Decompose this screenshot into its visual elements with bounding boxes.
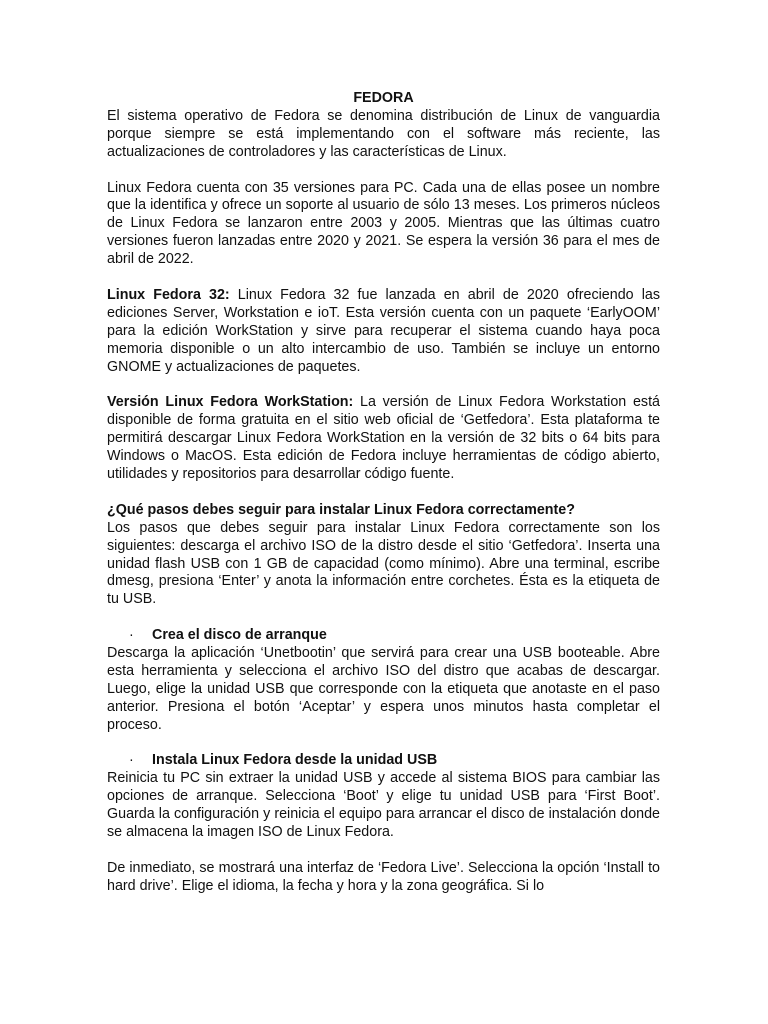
install-question-heading: ¿Qué pasos debes seguir para instalar Linux Fedora correctamente?	[107, 501, 575, 518]
bullet-icon: ·	[129, 627, 134, 644]
paragraph-fedora-32	[107, 287, 660, 377]
bullet-item-install-usb	[107, 752, 660, 770]
paragraph-workstation	[107, 394, 660, 484]
paragraph-install-usb: Reinicia tu PC sin extraer la unidad USB y accede al sistema BIOS para cambiar las opciones de arranque. Selecciona ‘Boot’ y elige tu unidad USB para ‘First Boot’. Guarda la configuración y reinicia el equipo para arrancar el disco de instalación donde se almacena la imagen ISO de Linux Fedora.	[107, 770, 660, 841]
fedora-32-text: Linux Fedora 32 fue lanzada en abril de 2020 ofreciendo las ediciones Server, Workstation e ioT. Esta versión cuenta con un paquete ‘EarlyOOM’ para la edición WorkStation y sirve para recuperar el sistema cuando haya poca memoria disponible o un alto intercambio de uso. También se incluye un entorno GNOME y actualizaciones de paquetes.	[107, 286, 660, 375]
paragraph-install-steps: Los pasos que debes seguir para instalar Linux Fedora correctamente son los siguientes: descarga el archivo ISO de la distro desde el sitio ‘Getfedora’. Inserta una unidad flash USB con 1 GB de capacidad (como mínimo). Abre una terminal, escribe dmesg, presiona ‘Enter’ y anota la información entre corchetes. Ésta es la etiqueta de tu USB.	[107, 519, 660, 608]
workstation-text: La versión de Linux Fedora Workstation está disponible de forma gratuita en el sitio web oficial de ‘Getfedora’. Esta plataforma te permitirá descargar Linux Fedora WorkStation en la versión de 32 bits o 64 bits para Windows o MacOS. Esta edición de Fedora incluye herramientas de código abierto, utilidades y repositorios para desarrollar código fuente.	[107, 394, 660, 482]
bullet-label: Crea el disco de arranque	[152, 627, 327, 644]
workstation-heading: Versión Linux Fedora WorkStation:	[107, 394, 354, 411]
fedora-32-heading: Linux Fedora 32:	[107, 286, 230, 303]
paragraph-versions: Linux Fedora cuenta con 35 versiones para PC. Cada una de ellas posee un nombre que la identifica y ofrece un soporte al usuario de sólo 13 meses. Los primeros núcleos de Linux Fedora se lanzaron entre 2003 y 2005. Mientras que las últimas cuatro versiones fueron lanzadas entre 2020 y 2021. Se espera la versión 36 para el mes de abril de 2022.	[107, 179, 660, 268]
bullet-icon: ·	[129, 752, 134, 769]
bullet-item-boot-disk	[107, 627, 660, 645]
document-page	[107, 90, 660, 896]
document-title: FEDORA	[353, 90, 414, 106]
paragraph-intro: El sistema operativo de Fedora se denomina distribución de Linux de vanguardia porque siempre se está implementando con el software más reciente, las actualizaciones de controladores y las características de Linux.	[107, 107, 660, 160]
paragraph-fedora-live: De inmediato, se mostrará una interfaz de ‘Fedora Live’. Selecciona la opción ‘Install to hard drive’. Elige el idioma, la fecha y hora y la zona geográfica. Si lo	[107, 859, 660, 894]
bullet-label: Instala Linux Fedora desde la unidad USB	[152, 752, 438, 769]
paragraph-boot-disk: Descarga la aplicación ‘Unetbootin’ que servirá para crear una USB booteable. Abre esta herramienta y selecciona el archivo ISO del distro que acabas de descargar. Luego, elige la unidad USB que corresponde con la etiqueta que anotaste en el paso anterior. Presiona el botón ‘Aceptar’ y espera unos minutos hasta completar el proceso.	[107, 645, 660, 733]
